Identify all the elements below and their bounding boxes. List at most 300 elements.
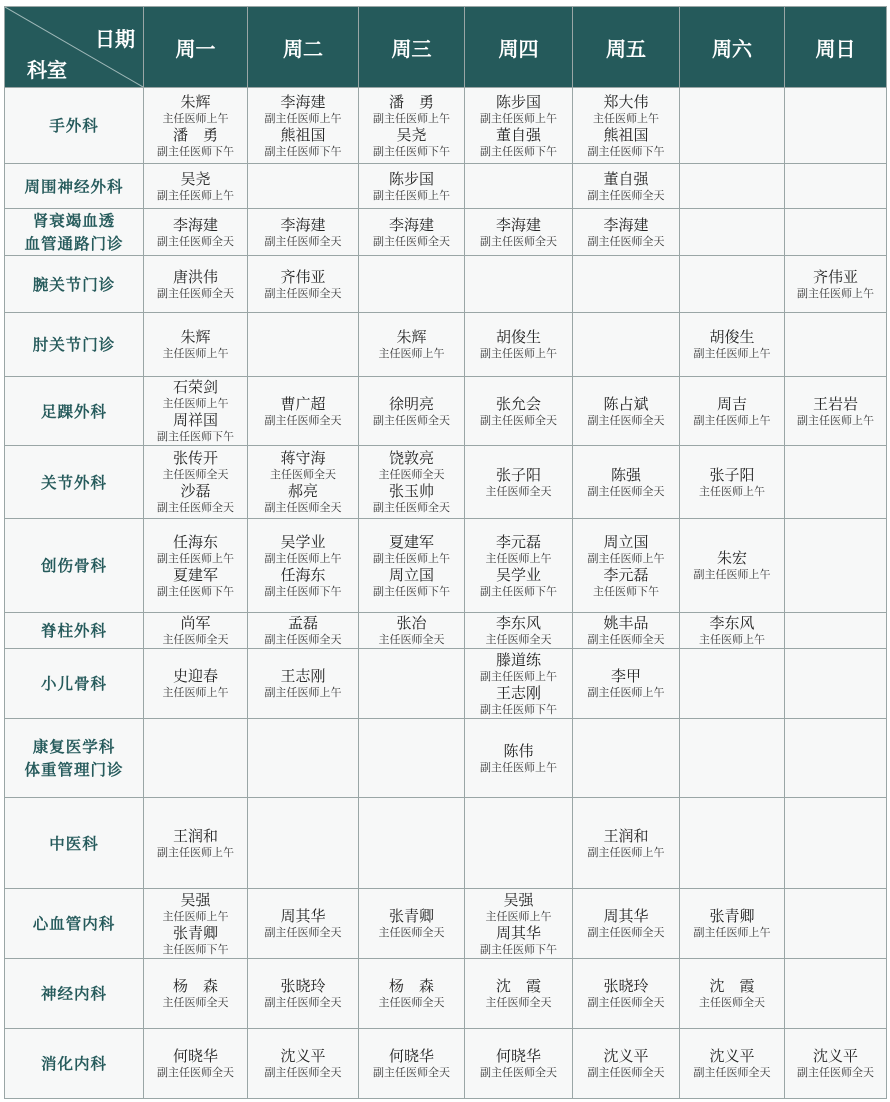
doctor-entry: [680, 614, 784, 647]
day-header: 周六: [680, 7, 785, 88]
doctor-entry: [248, 216, 358, 249]
schedule-cell: [359, 959, 465, 1029]
doctor-name: 齐伟亚: [812, 267, 858, 286]
doctor-entry: [248, 93, 358, 126]
doctor-name: 吴尧: [180, 169, 211, 188]
doctor-title-session: 副主任医师下午: [480, 702, 557, 716]
doctor-name: 陈强: [610, 465, 641, 484]
department-cell: [5, 959, 144, 1029]
doctor-name: 唐洪伟: [172, 267, 218, 286]
department-name: 腕关节门诊: [32, 274, 116, 294]
schedule-cell: [465, 889, 573, 959]
schedule-cell: [465, 959, 573, 1029]
doctor-name: 王志刚: [495, 683, 541, 702]
doctor-entry: [248, 533, 358, 566]
doctor-name: 孟磊: [287, 614, 318, 632]
doctor-name: 朱辉: [396, 328, 427, 346]
doctor-entry: [785, 268, 886, 301]
doctor-entry: [144, 216, 247, 249]
doctor-entry: [359, 93, 464, 126]
department-cell: [5, 798, 144, 889]
doctor-entry: [680, 466, 784, 499]
schedule-cell: [465, 88, 573, 164]
doctor-title-session: 副主任医师上午: [693, 568, 771, 581]
doctor-entry: [573, 827, 679, 860]
doctor-name: 董自强: [495, 125, 541, 144]
schedule-cell: [359, 798, 465, 889]
schedule-cell: [359, 719, 465, 798]
schedule-cell: [359, 446, 465, 519]
doctor-entry: [465, 216, 572, 249]
doctor-entry: [465, 93, 572, 126]
schedule-cell: [465, 446, 573, 519]
doctor-name: 何晓华: [495, 1047, 541, 1065]
doctor-name: 潘 勇: [388, 92, 434, 111]
table-row: [5, 798, 887, 889]
doctor-entry: [248, 667, 358, 700]
doctor-title-session: 副主任医师上午: [480, 760, 557, 774]
doctor-name: 吴学业: [495, 565, 541, 584]
doctor-title-session: 副主任医师全天: [264, 926, 342, 939]
schedule-cell: [785, 313, 887, 377]
day-header: 周四: [465, 7, 573, 88]
doctor-name: 王润和: [172, 826, 218, 845]
doctor-title-session: 副主任医师全天: [480, 413, 557, 427]
doctor-title-session: 副主任医师全天: [264, 413, 342, 427]
doctor-title-session: 主任医师全天: [485, 996, 552, 1009]
department-cell: [5, 377, 144, 446]
schedule-cell: [785, 798, 887, 889]
schedule-cell: [573, 959, 680, 1029]
schedule-cell: [680, 649, 785, 719]
doctor-name: 姚丰品: [603, 614, 649, 632]
doctor-entry: [359, 614, 464, 647]
table-row: [5, 649, 887, 719]
doctor-entry: [144, 827, 247, 860]
doctor-entry: [248, 482, 358, 515]
doctor-title-session: 副主任医师全天: [264, 501, 342, 514]
schedule-cell: [144, 256, 248, 313]
schedule-cell: [680, 519, 785, 613]
schedule-cell: [248, 164, 359, 209]
schedule-cell: [573, 798, 680, 889]
doctor-entry: [248, 395, 358, 428]
doctor-title-session: 副主任医师上午: [797, 413, 874, 427]
doctor-entry: [465, 566, 572, 599]
doctor-title-session: 主任医师全天: [378, 468, 445, 481]
dept-label: 科室: [27, 58, 67, 82]
doctor-title-session: 副主任医师上午: [693, 413, 771, 427]
doctor-name: 张冶: [396, 614, 427, 632]
schedule-cell: [465, 209, 573, 256]
schedule-cell: [248, 377, 359, 446]
doctor-name: 陈步国: [388, 169, 434, 188]
corner-header: [5, 7, 144, 88]
doctor-entry: [680, 977, 784, 1010]
doctor-entry: [359, 977, 464, 1010]
schedule-cell: [465, 649, 573, 719]
doctor-name: 沈义平: [812, 1047, 858, 1065]
schedule-table: [4, 6, 887, 1099]
department-name: 创伤骨科: [40, 556, 107, 575]
doctor-title-session: 主任医师上午: [378, 347, 445, 360]
day-header: 周五: [573, 7, 680, 88]
doctor-entry: [144, 449, 247, 482]
schedule-cell: [785, 88, 887, 164]
doctor-title-session: 副主任医师上午: [264, 111, 342, 125]
doctor-entry: [359, 533, 464, 566]
doctor-entry: [465, 651, 572, 684]
doctor-title-session: 副主任医师全天: [157, 1066, 234, 1079]
doctor-title-session: 副主任医师全天: [157, 286, 234, 300]
doctor-title-session: 副主任医师上午: [157, 551, 234, 565]
doctor-name: 张子阳: [709, 465, 755, 484]
doctor-name: 潘 勇: [172, 125, 218, 144]
doctor-name: 李海建: [280, 92, 326, 111]
doctor-entry: [144, 924, 247, 957]
department-cell: [5, 164, 144, 209]
schedule-cell: [573, 377, 680, 446]
doctor-name: 熊祖国: [280, 125, 326, 144]
doctor-title-session: 主任医师全天: [162, 996, 229, 1009]
doctor-title-session: 主任医师上午: [699, 484, 765, 498]
doctor-entry: [144, 328, 247, 361]
doctor-name: 蒋守海: [280, 449, 326, 467]
doctor-entry: [573, 126, 679, 159]
doctor-title-session: 主任医师全天: [378, 996, 445, 1009]
doctor-entry: [144, 566, 247, 599]
doctor-title-session: 副主任医师全天: [480, 234, 557, 248]
doctor-name: 郝亮: [287, 482, 318, 500]
schedule-cell: [465, 164, 573, 209]
doctor-title-session: 主任医师上午: [485, 551, 552, 565]
doctor-title-session: 副主任医师全天: [264, 234, 342, 248]
doctor-title-session: 副主任医师上午: [480, 669, 557, 683]
day-header: 周一: [144, 7, 248, 88]
schedule-cell: [144, 719, 248, 798]
schedule-cell: [248, 613, 359, 649]
table-row: [5, 1029, 887, 1099]
doctor-title-session: 副主任医师全天: [587, 926, 665, 939]
schedule-cell: [248, 798, 359, 889]
schedule-cell: [785, 719, 887, 798]
doctor-name: 张晓玲: [280, 977, 326, 995]
department-name: 中医科: [49, 833, 99, 853]
department-name: 肘关节门诊: [32, 335, 116, 354]
doctor-entry: [248, 268, 358, 301]
schedule-cell: [785, 1029, 887, 1099]
schedule-cell: [144, 613, 248, 649]
schedule-cell: [785, 889, 887, 959]
header-row: [5, 7, 887, 88]
department-cell: [5, 256, 144, 313]
doctor-title-session: 副主任医师全天: [587, 633, 665, 646]
doctor-title-session: 副主任医师全天: [587, 484, 665, 498]
schedule-cell: [785, 209, 887, 256]
doctor-name: 史迎春: [172, 667, 218, 685]
schedule-cell: [465, 256, 573, 313]
doctor-entry: [359, 395, 464, 428]
doctor-entry: [144, 93, 247, 126]
doctor-name: 周吉: [716, 394, 747, 413]
department-cell: [5, 209, 144, 256]
doctor-entry: [248, 614, 358, 647]
schedule-cell: [573, 719, 680, 798]
doctor-entry: [248, 1047, 358, 1080]
schedule-cell: [248, 88, 359, 164]
doctor-entry: [573, 566, 679, 599]
schedule-cell: [465, 798, 573, 889]
doctor-name: 滕道练: [495, 650, 541, 669]
doctor-title-session: 主任医师全天: [270, 468, 336, 481]
date-label: 日期: [95, 27, 135, 51]
schedule-cell: [359, 313, 465, 377]
doctor-title-session: 主任医师上午: [162, 397, 229, 410]
doctor-title-session: 副主任医师上午: [693, 926, 771, 939]
doctor-entry: [573, 977, 679, 1010]
table-row: [5, 164, 887, 209]
doctor-title-session: 主任医师上午: [162, 909, 229, 923]
doctor-title-session: 副主任医师全天: [264, 286, 342, 300]
schedule-cell: [248, 446, 359, 519]
schedule-cell: [573, 1029, 680, 1099]
doctor-name: 张青卿: [709, 907, 755, 925]
doctor-entry: [144, 378, 247, 411]
department-cell: [5, 649, 144, 719]
department-name: 肾衰竭血透: [32, 211, 116, 230]
schedule-cell: [680, 959, 785, 1029]
doctor-name: 李海建: [172, 215, 218, 234]
schedule-cell: [573, 889, 680, 959]
doctor-entry: [465, 977, 572, 1010]
doctor-name: 王润和: [603, 826, 649, 845]
doctor-title-session: 副主任医师全天: [157, 234, 234, 248]
doctor-entry: [248, 977, 358, 1010]
schedule-cell: [144, 959, 248, 1029]
schedule-cell: [573, 313, 680, 377]
doctor-name: 董自强: [603, 169, 649, 188]
doctor-title-session: 主任医师上午: [485, 909, 552, 923]
schedule-cell: [680, 313, 785, 377]
doctor-entry: [144, 891, 247, 924]
schedule-cell: [144, 164, 248, 209]
doctor-name: 张晓玲: [603, 977, 649, 995]
doctor-entry: [144, 1047, 247, 1080]
doctor-title-session: 副主任医师全天: [587, 996, 665, 1009]
doctor-name: 张传开: [172, 449, 218, 467]
doctor-entry: [465, 614, 572, 647]
department-cell: [5, 88, 144, 164]
doctor-title-session: 主任医师全天: [378, 633, 445, 646]
doctor-entry: [144, 268, 247, 301]
doctor-name: 陈伟: [503, 741, 534, 760]
schedule-cell: [359, 613, 465, 649]
schedule-cell: [465, 519, 573, 613]
doctor-title-session: 主任医师下午: [593, 584, 659, 598]
schedule-cell: [680, 719, 785, 798]
doctor-title-session: 副主任医师全天: [373, 501, 450, 514]
doctor-title-session: 副主任医师上午: [264, 686, 342, 699]
doctor-title-session: 副主任医师全天: [587, 1066, 665, 1079]
table-row: [5, 519, 887, 613]
doctor-title-session: 副主任医师下午: [480, 942, 557, 956]
schedule-cell: [785, 649, 887, 719]
schedule-cell: [359, 889, 465, 959]
table-row: [5, 313, 887, 377]
department-name: 手外科: [49, 116, 99, 135]
doctor-name: 陈步国: [495, 92, 541, 111]
schedule-cell: [144, 519, 248, 613]
doctor-entry: [465, 126, 572, 159]
doctor-entry: [465, 742, 572, 775]
doctor-name: 任海东: [172, 532, 218, 551]
schedule-cell: [144, 377, 248, 446]
doctor-entry: [465, 1047, 572, 1080]
department-cell: [5, 719, 144, 798]
doctor-entry: [465, 466, 572, 499]
department-name: 心血管内科: [32, 914, 116, 933]
schedule-cell: [465, 719, 573, 798]
schedule-cell: [785, 164, 887, 209]
schedule-cell: [680, 613, 785, 649]
doctor-title-session: 副主任医师下午: [157, 430, 234, 443]
schedule-cell: [465, 313, 573, 377]
schedule-cell: [144, 649, 248, 719]
doctor-entry: [680, 1047, 784, 1080]
doctor-title-session: 主任医师全天: [699, 996, 765, 1009]
department-cell: [5, 1029, 144, 1099]
doctor-name: 张青卿: [172, 923, 218, 942]
table-row: [5, 209, 887, 256]
doctor-title-session: 副主任医师全天: [587, 234, 665, 248]
table-row: [5, 256, 887, 313]
doctor-entry: [248, 449, 358, 482]
doctor-entry: [359, 907, 464, 940]
doctor-name: 沈义平: [280, 1047, 326, 1065]
schedule-cell: [680, 209, 785, 256]
doctor-name: 曹广超: [280, 394, 326, 413]
doctor-title-session: 副主任医师全天: [797, 1066, 874, 1079]
schedule-cell: [680, 798, 785, 889]
doctor-name: 周其华: [495, 923, 541, 942]
doctor-name: 尚军: [180, 614, 211, 632]
schedule-cell: [359, 164, 465, 209]
doctor-entry: [144, 667, 247, 700]
doctor-name: 李元磊: [495, 532, 541, 551]
doctor-entry: [248, 566, 358, 599]
doctor-name: 沈义平: [603, 1047, 649, 1065]
doctor-entry: [573, 170, 679, 203]
doctor-entry: [680, 395, 784, 428]
doctor-name: 何晓华: [172, 1047, 218, 1065]
doctor-entry: [248, 907, 358, 940]
doctor-name: 何晓华: [388, 1047, 434, 1065]
schedule-cell: [680, 446, 785, 519]
doctor-title-session: 副主任医师上午: [480, 111, 557, 125]
schedule-cell: [785, 256, 887, 313]
doctor-name: 李海建: [495, 215, 541, 234]
schedule-cell: [359, 1029, 465, 1099]
schedule-cell: [248, 889, 359, 959]
schedule-cell: [144, 313, 248, 377]
doctor-entry: [465, 891, 572, 924]
schedule-cell: [465, 613, 573, 649]
day-header: 周二: [248, 7, 359, 88]
doctor-entry: [680, 549, 784, 582]
doctor-title-session: 副主任医师全天: [373, 413, 450, 427]
doctor-title-session: 副主任医师全天: [157, 501, 234, 514]
doctor-title-session: 副主任医师全天: [264, 996, 342, 1009]
schedule-cell: [573, 446, 680, 519]
schedule-cell: [573, 519, 680, 613]
doctor-title-session: 副主任医师上午: [373, 188, 450, 202]
doctor-name: 王志刚: [280, 667, 326, 685]
doctor-entry: [248, 126, 358, 159]
doctor-entry: [465, 684, 572, 717]
doctor-title-session: 副主任医师下午: [480, 584, 557, 598]
schedule-cell: [248, 256, 359, 313]
doctor-entry: [359, 216, 464, 249]
schedule-cell: [573, 649, 680, 719]
doctor-name: 李海建: [388, 215, 434, 234]
doctor-name: 沈 霞: [709, 977, 755, 995]
doctor-entry: [573, 395, 679, 428]
doctor-title-session: 副主任医师下午: [373, 144, 450, 158]
department-name: 足踝外科: [40, 401, 107, 421]
department-name: 康复医学科: [32, 737, 116, 756]
doctor-entry: [465, 924, 572, 957]
doctor-title-session: 主任医师全天: [378, 926, 445, 939]
department-name-continued: 血管通路门诊: [24, 234, 124, 253]
doctor-entry: [573, 907, 679, 940]
doctor-entry: [785, 1047, 886, 1080]
doctor-entry: [144, 977, 247, 1010]
doctor-name: 杨 森: [172, 977, 218, 995]
doctor-name: 周其华: [280, 907, 326, 925]
doctor-title-session: 主任医师上午: [162, 686, 229, 699]
doctor-title-session: 副主任医师下午: [480, 144, 557, 158]
doctor-entry: [144, 614, 247, 647]
schedule-cell: [573, 209, 680, 256]
doctor-entry: [144, 482, 247, 515]
doctor-title-session: 副主任医师全天: [480, 1066, 557, 1079]
department-name-continued: 体重管理门诊: [24, 760, 124, 779]
table-row: [5, 613, 887, 649]
doctor-title-session: 主任医师上午: [699, 633, 765, 646]
day-header: 周三: [359, 7, 465, 88]
doctor-name: 周祥国: [172, 411, 218, 429]
doctor-title-session: 主任医师上午: [162, 111, 229, 125]
table-row: [5, 446, 887, 519]
department-name: 关节外科: [40, 472, 107, 492]
doctor-entry: [680, 907, 784, 940]
doctor-title-session: 副主任医师上午: [587, 845, 665, 859]
doctor-name: 张玉帅: [388, 482, 434, 500]
department-name: 周围神经外科: [24, 176, 124, 196]
doctor-entry: [144, 170, 247, 203]
doctor-title-session: 副主任医师上午: [157, 188, 234, 202]
doctor-title-session: 副主任医师全天: [373, 1066, 450, 1079]
schedule-cell: [359, 209, 465, 256]
department-cell: [5, 613, 144, 649]
doctor-entry: [144, 533, 247, 566]
schedule-cell: [785, 377, 887, 446]
doctor-entry: [680, 328, 784, 361]
doctor-name: 沈 霞: [495, 977, 541, 995]
schedule-cell: [785, 613, 887, 649]
schedule-cell: [248, 313, 359, 377]
doctor-name: 吴强: [180, 890, 211, 909]
